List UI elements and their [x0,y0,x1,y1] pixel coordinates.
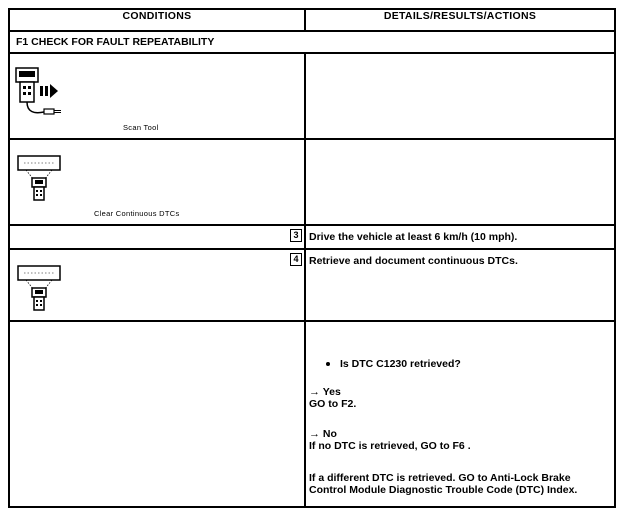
conditions-header: CONDITIONS [9,9,305,31]
scan-tool-display-icon [16,154,64,206]
other-dtc-line2: Control Module Diagnostic Trouble Code (DTC) Index. [309,484,578,496]
no-line [309,428,471,440]
scan-tool-display-icon [16,264,64,316]
no-action: If no DTC is retrieved, GO to F6 . [309,440,471,452]
scan-tool-row [9,53,615,139]
yes-action: GO to F2. [309,398,357,410]
step4-details [305,249,615,321]
other-dtc-block [309,472,577,496]
question-bullet [326,358,461,370]
scan-tool-caption: Scan Tool [123,123,159,132]
right-arrow-icon: → [309,386,320,398]
section-title: F1 CHECK FOR FAULT REPEATABILITY [9,31,615,53]
step3-cond [9,225,305,249]
clear-dtcs-row [9,139,615,225]
yes-label: Yes [322,386,341,398]
step4-text: Retrieve and document continuous DTCs. [309,255,518,267]
yes-line [309,386,356,398]
step4-cond [9,249,305,321]
other-dtc-line1: If a different DTC is retrieved. GO to Anti-Lock Brake [309,472,571,484]
bullet-dot [326,362,330,366]
clear-dtcs-caption: Clear Continuous DTCs [94,209,180,218]
procedure-table [8,8,616,508]
step3-details [305,225,615,249]
details-header: DETAILS/RESULTS/ACTIONS [305,9,615,31]
section-row [9,31,615,53]
scan-tool-icon [14,66,64,118]
clear-dtcs-cell [9,139,305,225]
yes-block [309,386,356,410]
step3-number: 3 [290,229,302,242]
step3-text: Drive the vehicle at least 6 km/h (10 mph). [309,231,518,243]
no-label: No [322,428,337,440]
step4-number: 4 [290,253,302,266]
header-row [9,9,615,31]
question-cond [9,321,305,507]
step3-row [9,225,615,249]
no-block [309,428,471,452]
question-row [9,321,615,507]
scan-tool-details [305,53,615,139]
right-arrow-icon: → [309,428,320,440]
clear-dtcs-details [305,139,615,225]
step4-row [9,249,615,321]
scan-tool-cell [9,53,305,139]
question-details [305,321,615,507]
question-text: Is DTC C1230 retrieved? [340,358,461,370]
